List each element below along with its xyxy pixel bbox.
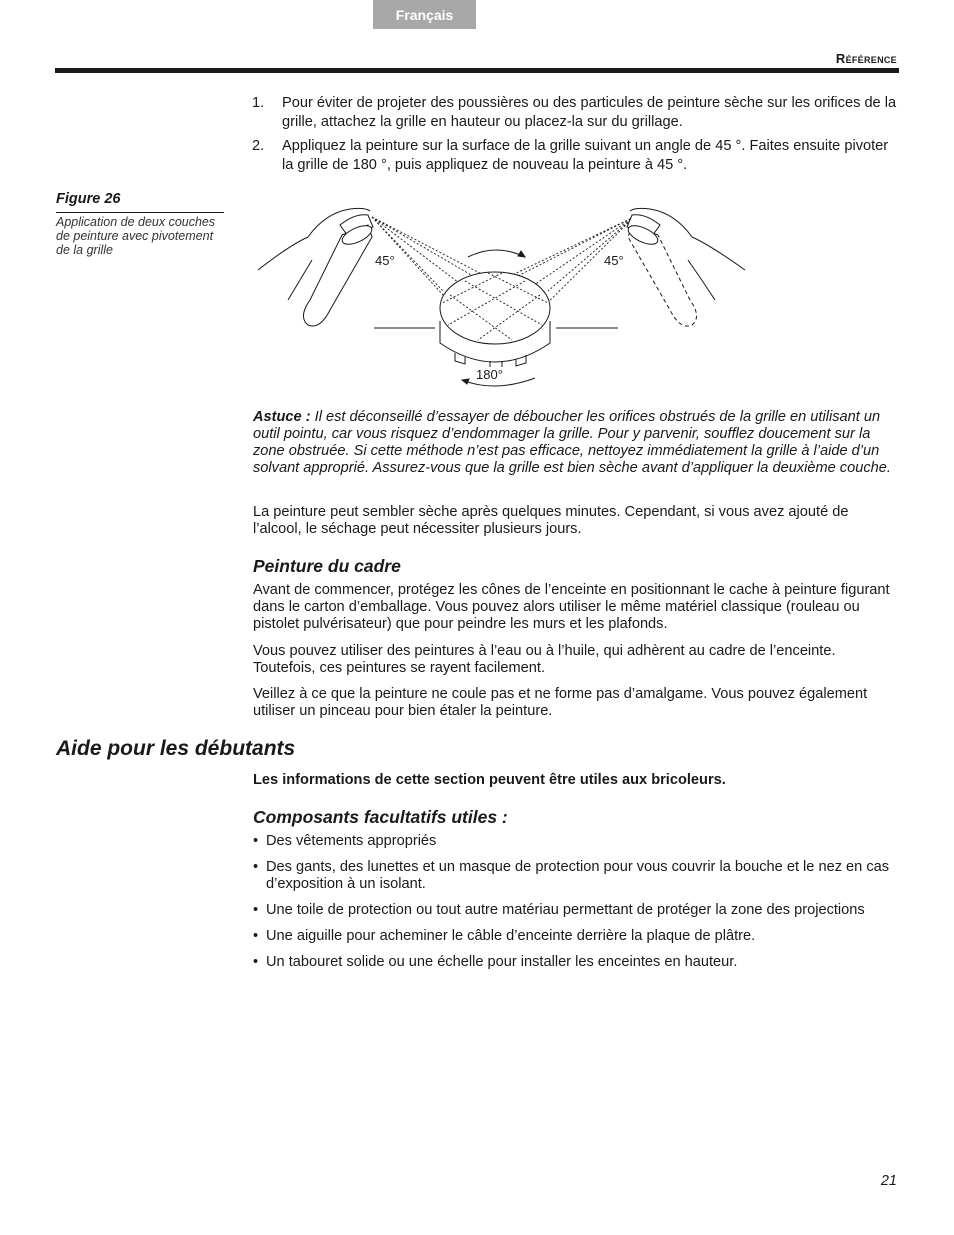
beginners-intro: Les informations de cette section peuvent être utiles aux bricoleurs. [253, 772, 726, 788]
list-item [253, 928, 898, 945]
list-item [253, 954, 898, 971]
beginners-heading: Aide pour les débutants [56, 737, 296, 760]
figure-caption: Application de deux couches de peinture avec pivotement de la grille [56, 215, 216, 257]
list-item-text: Une toile de protection ou tout autre matériau permettant de protéger la zone des projections [266, 902, 865, 918]
figure-illustration [250, 195, 750, 395]
frame-painting-heading: Peinture du cadre [253, 556, 401, 576]
step-item [252, 137, 902, 175]
tip-paragraph [253, 409, 898, 477]
list-item [253, 833, 898, 850]
list-item-text: Des gants, des lunettes et un masque de protection pour vous couvrir la bouche et le nez en cas d’exposition à un isolant. [266, 859, 890, 892]
step-text: Appliquez la peinture sur la surface de la grille suivant un angle de 45 °. Faites ensuite pivoter la grille de 180 °, puis appliquez de nouveau la peinture à 45 °. [282, 138, 889, 173]
figure-rule [56, 212, 224, 213]
bullet: • [253, 954, 259, 970]
optional-components-list [253, 833, 898, 980]
right-spray-can [626, 215, 697, 326]
tip-text: Il est déconseillé d’essayer de déboucher les orifices obstrués de la grille en utilisant un outil pointu, car vous risquez d’endommager la grille. Pour y parvenir, soufflez doucement sur la zone obstruée. Si cette méthode n’est pas efficace, nettoyez immédiatement la grille à l’aide d’un solvant approprié. Assurez-vous que la grille est bien sèche avant d’appliquer la deuxième couche. [253, 409, 891, 476]
angle-left-label: 45° [375, 253, 395, 268]
step-text: Pour éviter de projeter des poussières ou des particules de peinture sèche sur les orifices de la grille, attachez la grille en hauteur ou placez-la sur du grillage. [282, 95, 897, 130]
rotation-arrow-top [468, 250, 525, 257]
optional-components-heading: Composants facultatifs utiles : [253, 807, 508, 827]
rotation-label: 180° [476, 367, 503, 382]
angle-right-label: 45° [604, 253, 624, 268]
left-spray-can [303, 215, 374, 326]
list-item [253, 902, 898, 919]
grille-painting-illustration [250, 195, 750, 395]
steps-list [252, 94, 902, 180]
language-tab[interactable]: Français [373, 0, 476, 29]
list-item-text: Un tabouret solide ou une échelle pour installer les enceintes en hauteur. [266, 954, 738, 970]
list-item-text: Des vêtements appropriés [266, 833, 437, 849]
figure-label: Figure 26 [56, 191, 121, 207]
grille-puck [440, 272, 550, 370]
frame-paragraph: Avant de commencer, protégez les cônes de l’enceinte en positionnant le cache à peinture figurant dans le carton d’emballage. Vous pouvez alors utiliser le même matériel classique (rouleau ou pistolet pulvérisateur) que pour peindre les murs et les plafonds. [253, 582, 890, 632]
list-item [253, 859, 898, 893]
section-header: Référence [835, 51, 897, 66]
bullet: • [253, 859, 259, 875]
frame-paragraph: Veillez à ce que la peinture ne coule pas et ne forme pas d’amalgame. Vous pouvez également utiliser un pinceau pour bien étaler la peinture. [253, 686, 868, 719]
frame-paragraph: Vous pouvez utiliser des peintures à l’eau ou à l’huile, qui adhèrent au cadre de l’enceinte. Toutefois, ces peintures se rayent facilement. [253, 643, 836, 676]
bullet: • [253, 928, 259, 944]
bullet: • [253, 902, 259, 918]
step-number: 2. [252, 138, 265, 154]
tip-label: Astuce : [253, 409, 311, 425]
step-item [252, 94, 902, 132]
list-item-text: Une aiguille pour acheminer le câble d’enceinte derrière la plaque de plâtre. [266, 928, 756, 944]
step-number: 1. [252, 95, 265, 111]
page-number: 21 [880, 1173, 897, 1189]
header-rule [55, 68, 899, 73]
drying-paragraph: La peinture peut sembler sèche après quelques minutes. Cependant, si vous avez ajouté de l’alcool, le séchage peut nécessiter plusieurs jours. [253, 504, 849, 537]
bullet: • [253, 833, 259, 849]
